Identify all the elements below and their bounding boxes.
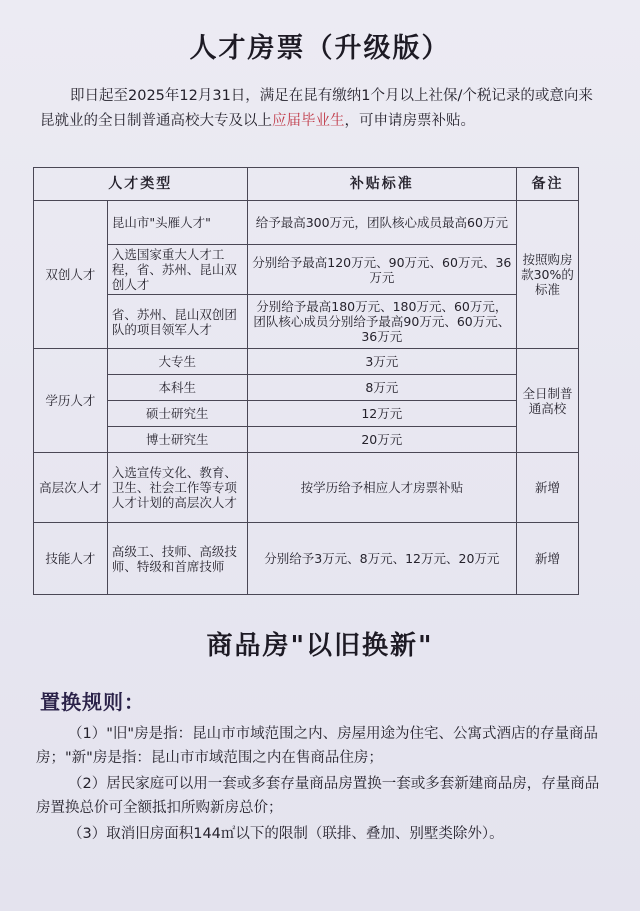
- category-cell: 双创人才: [34, 201, 108, 349]
- rules-heading: 置换规则：: [40, 690, 145, 714]
- note-cell: 全日制普通高校: [517, 349, 579, 453]
- intro-paragraph: [40, 84, 605, 134]
- standard-cell: 3万元: [247, 349, 516, 375]
- rules-list: [36, 722, 606, 848]
- table-row: [34, 349, 579, 375]
- subcategory-cell: 博士研究生: [107, 427, 247, 453]
- section-title: 商品房"以旧换新": [206, 631, 434, 661]
- table-row: [34, 245, 579, 295]
- subcategory-cell: 大专生: [107, 349, 247, 375]
- intro-text-before: 即日起至2025年12月31日，满足在昆有缴纳1个月以上社保/个税记录的或意向来昆就业的全日制普通高校大专及以上: [40, 88, 593, 129]
- subcategory-cell: 入选宣传文化、教育、卫生、社会工作等专项人才计划的高层次人才: [107, 453, 247, 523]
- standard-cell: 12万元: [247, 401, 516, 427]
- note-cell: 按照购房款30%的标准: [517, 201, 579, 349]
- subcategory-cell: 省、苏州、昆山双创团队的项目领军人才: [107, 295, 247, 349]
- rule-item: （1）"旧"房是指：昆山市市域范围之内、房屋用途为住宅、公寓式酒店的存量商品房；"新"房是指：昆山市市域范围之内在售商品住房；: [36, 726, 599, 766]
- subsidy-table: [33, 167, 579, 595]
- table-row: [34, 453, 579, 523]
- rule-item: （2）居民家庭可以用一套或多套存量商品房置换一套或多套新建商品房，存量商品房置换总价可全额抵扣所购新房总价；: [36, 776, 600, 816]
- standard-cell: 分别给予3万元、8万元、12万元、20万元: [247, 523, 516, 595]
- header-note: 备注: [517, 168, 579, 201]
- subcategory-cell: 硕士研究生: [107, 401, 247, 427]
- subcategory-cell: 高级工、技师、高级技师、特级和首席技师: [107, 523, 247, 595]
- note-cell: 新增: [517, 453, 579, 523]
- standard-cell: 给予最高300万元，团队核心成员最高60万元: [247, 201, 516, 245]
- header-talent-type: 人才类型: [34, 168, 248, 201]
- subcategory-cell: 入选国家重大人才工程，省、苏州、昆山双创人才: [107, 245, 247, 295]
- table-row: [34, 427, 579, 453]
- table-row: [34, 401, 579, 427]
- note-cell: 新增: [517, 523, 579, 595]
- table-row: [34, 523, 579, 595]
- header-subsidy-standard: 补贴标准: [247, 168, 516, 201]
- intro-highlight: 应届毕业生: [272, 113, 345, 129]
- page-title: 人才房票（升级版）: [189, 33, 451, 64]
- category-cell: 学历人才: [34, 349, 108, 453]
- standard-cell: 分别给予最高180万元、180万元、60万元，团队核心成员分别给予最高90万元、60万元、36万元: [247, 295, 516, 349]
- rule-item: （3）取消旧房面积144㎡以下的限制（联排、叠加、别墅类除外）。: [68, 826, 504, 842]
- standard-cell: 8万元: [247, 375, 516, 401]
- standard-cell: 按学历给予相应人才房票补贴: [247, 453, 516, 523]
- subcategory-cell: 昆山市"头雁人才": [107, 201, 247, 245]
- table-row: [34, 295, 579, 349]
- table-row: [34, 375, 579, 401]
- subcategory-cell: 本科生: [107, 375, 247, 401]
- table-row: [34, 201, 579, 245]
- category-cell: 高层次人才: [34, 453, 108, 523]
- table-header-row: [34, 168, 579, 201]
- intro-text-after: ，可申请房票补贴。: [344, 113, 475, 129]
- standard-cell: 20万元: [247, 427, 516, 453]
- category-cell: 技能人才: [34, 523, 108, 595]
- standard-cell: 分别给予最高120万元、90万元、60万元、36万元: [247, 245, 516, 295]
